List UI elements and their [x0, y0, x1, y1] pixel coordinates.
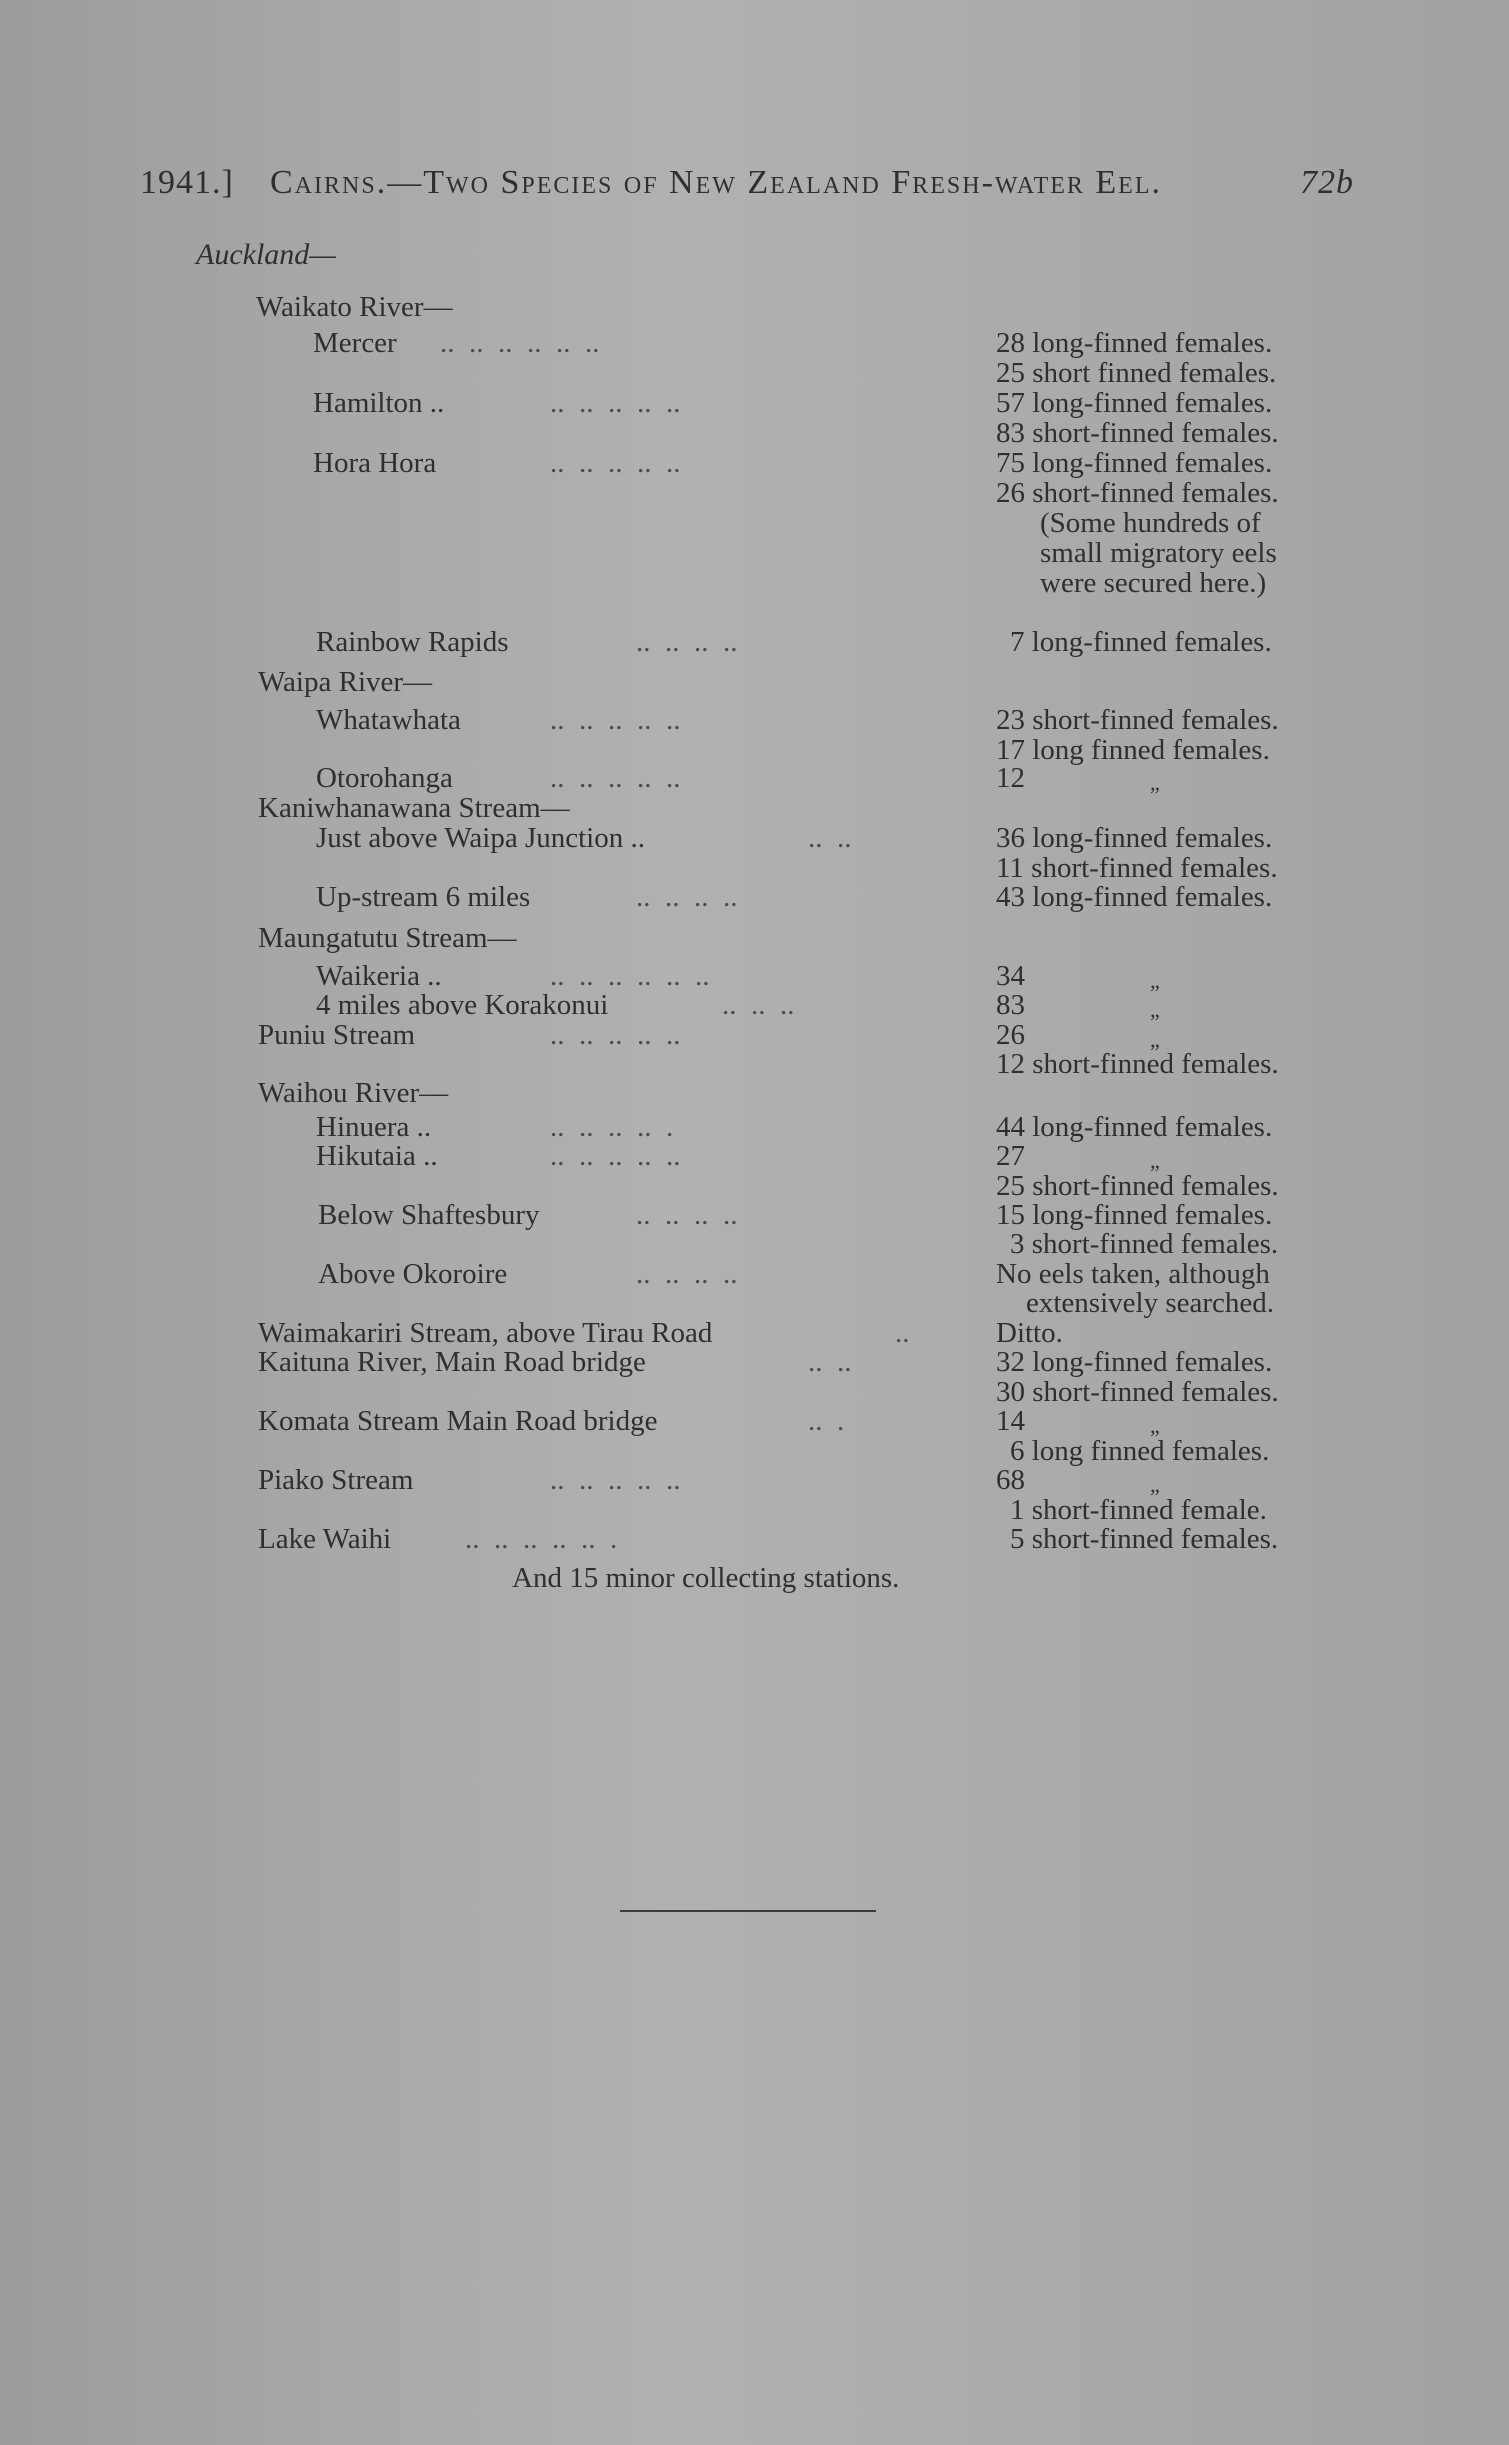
result-line: 6 long finned females. — [1010, 1435, 1270, 1467]
ditto-mark: „ — [1150, 770, 1160, 795]
ditto-mark: „ — [1150, 1472, 1160, 1497]
leader-dots: .. .. .. .. — [636, 626, 738, 658]
location-heading: Waikato River— — [256, 291, 453, 323]
result-line: 14 — [996, 1405, 1025, 1437]
location-name: Waikeria .. — [316, 960, 442, 992]
result-line: 11 short-finned females. — [996, 852, 1278, 884]
location-name: Rainbow Rapids — [316, 626, 509, 658]
leader-dots: .. .. .. .. — [636, 881, 738, 913]
location-name: Hinuera .. — [316, 1111, 432, 1143]
result-line: 28 long-finned females. — [996, 327, 1273, 359]
leader-dots: .. .. .. — [722, 989, 795, 1021]
ditto-mark: „ — [1150, 1148, 1160, 1173]
location-heading: Komata Stream Main Road bridge — [258, 1405, 658, 1437]
result-line: 75 long-finned females. — [996, 447, 1273, 479]
result-line: were secured here.) — [1040, 567, 1267, 599]
leader-dots: .. .. .. .. .. — [550, 1019, 681, 1051]
leader-dots: .. .. .. .. .. — [550, 762, 681, 794]
leader-dots: .. .. .. .. .. — [550, 1464, 681, 1496]
location-heading: Kaniwhanawana Stream— — [258, 792, 570, 824]
leader-dots: .. — [895, 1317, 910, 1349]
location-name: Hikutaia .. — [316, 1140, 438, 1172]
location-name: Mercer — [313, 327, 397, 359]
ditto-mark: „ — [1150, 1413, 1160, 1438]
result-line: 7 long-finned females. — [1010, 626, 1272, 658]
result-line: 43 long-finned females. — [996, 881, 1273, 913]
leader-dots: .. .. — [808, 822, 852, 854]
header-page-number: 72b — [1300, 164, 1354, 201]
result-line: 25 short-finned females. — [996, 1170, 1279, 1202]
location-heading: Waipa River— — [258, 666, 433, 698]
location-name: Whatawhata — [316, 704, 461, 736]
footer-note: And 15 minor collecting stations. — [512, 1562, 900, 1594]
result-line: 3 short-finned females. — [1010, 1228, 1279, 1260]
location-heading: Waihou River— — [258, 1077, 449, 1109]
location-name: Up-stream 6 miles — [316, 881, 531, 913]
leader-dots: .. .. .. .. .. .. — [550, 960, 710, 992]
location-heading: Waimakariri Stream, above Tirau Road — [258, 1317, 713, 1349]
ditto-mark: „ — [1150, 997, 1160, 1022]
location-heading: Kaituna River, Main Road bridge — [258, 1346, 646, 1378]
result-line: 15 long-finned females. — [996, 1199, 1273, 1231]
result-line: 36 long-finned females. — [996, 822, 1273, 854]
ditto-mark: „ — [1150, 1027, 1160, 1052]
result-line: 27 — [996, 1140, 1025, 1172]
result-line: 32 long-finned females. — [996, 1346, 1273, 1378]
result-line: 17 long finned females. — [996, 734, 1270, 766]
result-line: (Some hundreds of — [1040, 507, 1261, 539]
result-line: 83 — [996, 989, 1025, 1021]
location-name: Above Okoroire — [318, 1258, 508, 1290]
leader-dots: .. .. .. .. .. . — [465, 1523, 618, 1555]
section-heading: Auckland— — [196, 238, 336, 271]
location-heading: Piako Stream — [258, 1464, 414, 1496]
location-heading: Maungatutu Stream— — [258, 922, 517, 954]
result-line: 25 short finned females. — [996, 357, 1277, 389]
result-line: small migratory eels — [1040, 537, 1277, 569]
leader-dots: .. .. .. .. — [636, 1258, 738, 1290]
result-line: 68 — [996, 1464, 1025, 1496]
leader-dots: .. .. .. .. . — [550, 1111, 674, 1143]
leader-dots: .. . — [808, 1405, 845, 1437]
location-name: Below Shaftesbury — [318, 1199, 540, 1231]
leader-dots: .. .. .. .. .. — [550, 704, 681, 736]
result-line: 23 short-finned females. — [996, 704, 1279, 736]
leader-dots: .. .. — [808, 1346, 852, 1378]
location-name: Otorohanga — [316, 762, 453, 794]
result-line: 26 — [996, 1019, 1025, 1051]
location-name: Hamilton .. — [313, 387, 445, 419]
leader-dots: .. .. .. .. .. — [550, 387, 681, 419]
result-line: No eels taken, although — [996, 1258, 1270, 1290]
result-line: 12 — [996, 762, 1025, 794]
result-line: 83 short-finned females. — [996, 417, 1279, 449]
result-line: Ditto. — [996, 1317, 1063, 1349]
location-heading: Lake Waihi — [258, 1523, 392, 1555]
result-line: 5 short-finned females. — [1010, 1523, 1279, 1555]
result-line: 30 short-finned females. — [996, 1376, 1279, 1408]
leader-dots: .. .. .. .. .. — [550, 447, 681, 479]
result-line: 26 short-finned females. — [996, 477, 1279, 509]
header-year: 1941.] — [140, 164, 234, 201]
header-title: Cairns.—Two Species of New Zealand Fresh-water Eel. — [270, 164, 1162, 201]
ditto-mark: „ — [1150, 968, 1160, 993]
leader-dots: .. .. .. .. .. — [550, 1140, 681, 1172]
result-line: 12 short-finned females. — [996, 1048, 1279, 1080]
closing-rule — [620, 1910, 876, 1912]
result-line: 44 long-finned females. — [996, 1111, 1273, 1143]
location-name: Just above Waipa Junction .. — [316, 822, 645, 854]
leader-dots: .. .. .. .. .. .. — [440, 327, 600, 359]
result-line: 57 long-finned females. — [996, 387, 1273, 419]
location-heading: Puniu Stream — [258, 1019, 416, 1051]
result-line: extensively searched. — [1026, 1287, 1275, 1319]
result-line: 34 — [996, 960, 1025, 992]
leader-dots: .. .. .. .. — [636, 1199, 738, 1231]
location-name: Hora Hora — [313, 447, 437, 479]
location-name: 4 miles above Korakonui — [316, 989, 609, 1021]
result-line: 1 short-finned female. — [1010, 1494, 1267, 1526]
